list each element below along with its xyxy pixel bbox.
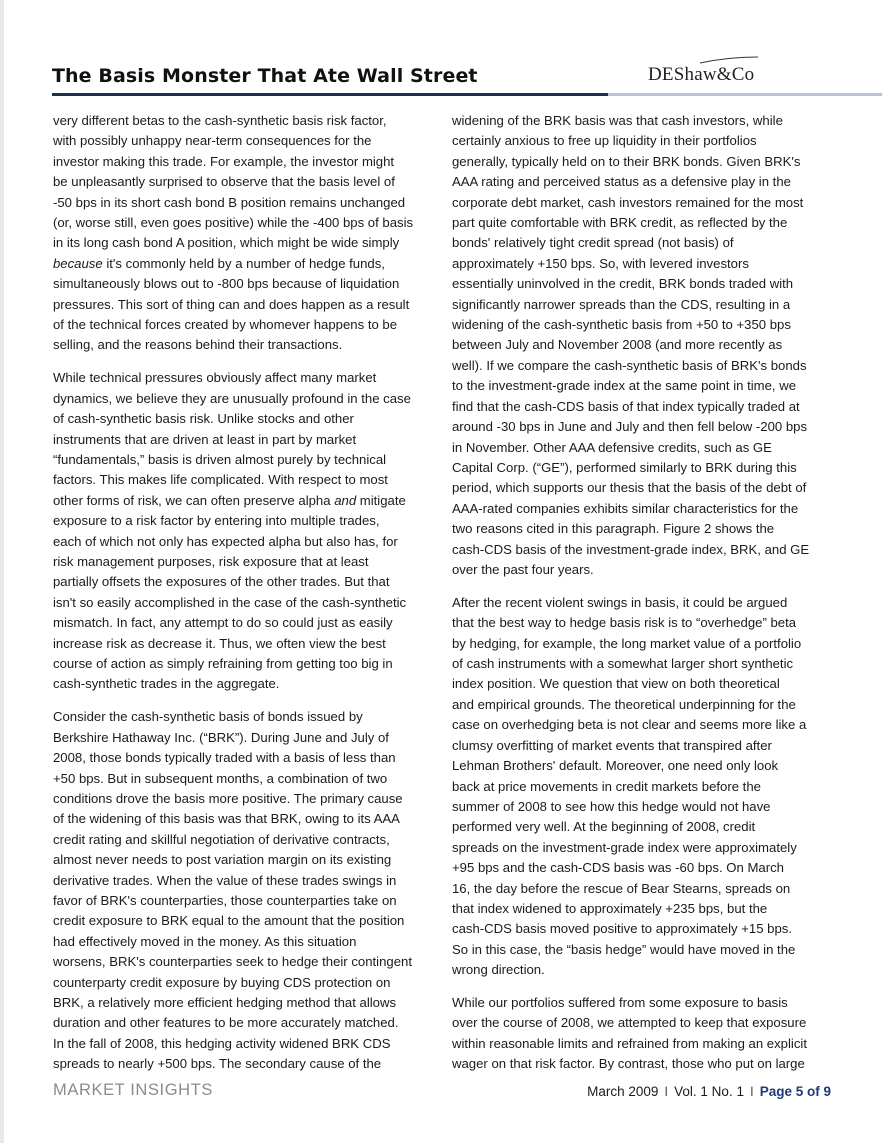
- text-line: each of which not only has expected alpha but also has, for: [53, 533, 398, 549]
- text-line: credit rating and skillful negotiation of derivative contracts,: [53, 831, 390, 847]
- text-line: conditions drove the basis more positive. The primary cause: [53, 791, 403, 806]
- text-line: After the recent violent swings in basis, it could be argued: [452, 594, 788, 610]
- text-line: +50 bps. But in subsequent months, a combination of two: [53, 770, 388, 786]
- text-line: Consider the cash-synthetic basis of bonds issued by: [53, 709, 363, 725]
- text-line: widening of the BRK basis was that cash investors, while: [452, 113, 783, 128]
- text-line: counterparty credit exposure by buying CDS protection on: [53, 974, 391, 990]
- page-edge: [0, 0, 4, 1143]
- text-line: AAA rating and perceived status as a defensive play in the: [452, 174, 791, 190]
- text-line: approximately +150 bps. So, with levered investors: [452, 255, 749, 271]
- right-column: [452, 111, 834, 1087]
- paragraph: [53, 368, 435, 695]
- text-line: bonds' relatively tight credit spread (not basis) of: [452, 235, 734, 251]
- text-line: of the technical forces created by whomever happens to be: [53, 317, 398, 333]
- text-line: factors. This makes life complicated. With respect to most: [53, 472, 388, 488]
- company-logo: DEShaw&Co: [648, 64, 755, 85]
- text-line: exposure to a risk factor by entering into multiple trades,: [53, 513, 380, 529]
- text-line: spreads on the investment-grade index were approximately: [452, 839, 797, 855]
- text-line: pressures. This sort of thing can and does happen as a result: [53, 296, 410, 312]
- emphasis: because: [53, 255, 103, 271]
- text-line: Berkshire Hathaway Inc. (“BRK”). During June and July of: [53, 729, 389, 745]
- paragraph: [53, 111, 435, 356]
- text-line: certainly anxious to free up liquidity in their portfolios: [452, 133, 757, 149]
- text-line: duration and other features to be more accurately matched.: [53, 1015, 399, 1031]
- text-line: “fundamentals,” basis is driven almost purely by technical: [53, 452, 387, 467]
- text-line: that the best way to hedge basis risk is to “overhedge” beta: [452, 615, 797, 631]
- text-line: with possibly unhappy near-term consequences for the: [53, 133, 372, 149]
- text-line: In the fall of 2008, this hedging activity widened BRK CDS: [53, 1035, 391, 1051]
- text-line: that index widened to approximately +235 bps, but the: [452, 900, 768, 916]
- text-line: credit exposure to BRK equal to the amount that the position: [53, 913, 405, 929]
- text-line: risk management purposes, risk exposure that at least: [53, 554, 369, 570]
- text-line: part quite comfortable with BRK credit, as reflected by the: [452, 215, 788, 231]
- text-line: wrong direction.: [452, 962, 545, 978]
- paragraph: [452, 593, 834, 981]
- text-line: to the investment-grade index at the same point in time, we: [452, 378, 797, 394]
- text-line: course of action as simply refraining from getting too big in: [53, 656, 393, 672]
- text-line: widening of the cash-synthetic basis from +50 to +350 bps: [452, 317, 791, 333]
- text-line: favor of BRK's counterparties, those counterparties take on: [53, 893, 397, 909]
- text-line: of cash instruments with a somewhat larger short synthetic: [452, 656, 794, 672]
- text-line: and empirical grounds. The theoretical underpinning for the: [452, 696, 796, 712]
- page-title: The Basis Monster That Ate Wall Street: [52, 65, 478, 87]
- text-line: back at price movements in credit markets before the: [452, 778, 761, 794]
- text-line: significantly narrower spreads than the CDS, resulting in a: [452, 296, 791, 312]
- text-line: cash-synthetic trades in the aggregate.: [53, 676, 280, 692]
- text-line: had effectively moved in the money. As this situation: [53, 933, 357, 949]
- text-line: +95 bps and the cash-CDS basis was -60 bps. On March: [452, 860, 784, 876]
- text-line: performed very well. At the beginning of 2008, credit: [452, 819, 756, 835]
- text-line: summer of 2008 to see how this hedge would not have: [452, 798, 771, 814]
- text-line: simultaneously blows out to -800 bps because of liquidation: [53, 276, 400, 292]
- text-line: case on overhedging beta is not clear and seems more like a: [452, 717, 807, 733]
- header-rule-dark: [52, 93, 608, 96]
- text-line: BRK, a relatively more efficient hedging method that allows: [53, 995, 397, 1011]
- text-line: partially offsets the exposures of the other trades. But that: [53, 574, 390, 590]
- issue-date: March 2009: [587, 1084, 659, 1099]
- text-line: cash-CDS basis moved positive to approximately +15 bps.: [452, 921, 792, 937]
- text-line: While our portfolios suffered from some exposure to basis: [452, 995, 788, 1011]
- text-line: very different betas to the cash-synthetic basis risk factor,: [53, 113, 387, 128]
- text-line: mismatch. In fact, any attempt to do so could just as easily: [53, 615, 393, 631]
- header-rule-light: [608, 93, 882, 96]
- text-line: by hedging, for example, the long market value of a portfolio: [452, 635, 802, 651]
- text-line: within reasonable limits and refrained from making an explicit: [452, 1035, 807, 1051]
- text-line: cash-CDS basis of the investment-grade index, BRK, and GE: [452, 541, 810, 557]
- paragraph: [452, 111, 834, 580]
- publication-name: MARKET INSIGHTS: [53, 1081, 213, 1099]
- text-line: spreads to nearly +500 bps. The secondary cause of the: [53, 1056, 382, 1072]
- text-line: Lehman Brothers' default. Moreover, one need only look: [452, 758, 779, 774]
- text-line: (or, worse still, even goes positive) while the -400 bps of basis: [53, 215, 414, 231]
- text-line: While technical pressures obviously affect many market: [53, 370, 377, 386]
- text-line: Capital Corp. (“GE”), performed similarly to BRK during this: [452, 459, 797, 475]
- text-line: other forms of risk, we can often preserve alpha and mitigate: [53, 492, 406, 508]
- text-line: 16, the day before the rescue of Bear Stearns, spreads on: [452, 880, 791, 896]
- text-line: corporate debt market, cash investors remained for the most: [452, 194, 804, 210]
- text-line: because it's commonly held by a number of hedge funds,: [53, 255, 385, 271]
- text-line: almost never needs to post variation margin on its existing: [53, 852, 392, 868]
- text-line: increase risk as decrease it. Thus, we often view the best: [53, 635, 386, 651]
- footer-meta: [587, 1084, 831, 1099]
- text-line: -50 bps in its short cash bond B position remains unchanged: [53, 194, 406, 210]
- text-line: instruments that are driven at least in part by market: [53, 431, 357, 447]
- paragraph: [452, 993, 834, 1075]
- text-line: around -30 bps in June and July and then fell below -200 bps: [452, 419, 808, 435]
- emphasis: and: [334, 492, 357, 508]
- text-line: isn't so easily accomplished in the case of the cash-synthetic: [53, 594, 407, 610]
- left-column: [53, 111, 435, 1087]
- text-line: essentially uninvolved in the credit, BRK bonds traded with: [452, 276, 794, 292]
- text-line: over the course of 2008, we attempted to keep that exposure: [452, 1015, 807, 1031]
- volume-number: Vol. 1 No. 1: [674, 1084, 744, 1099]
- text-line: wager on that risk factor. By contrast, those who put on large: [452, 1056, 805, 1072]
- text-line: clumsy overfitting of market events that transpired after: [452, 737, 772, 753]
- footer-separator: I: [749, 1084, 754, 1099]
- page-number: Page 5 of 9: [759, 1084, 831, 1099]
- text-line: worsens, BRK's counterparties seek to hedge their contingent: [53, 954, 412, 970]
- text-line: in its long cash bond A position, which might be wide simply: [53, 235, 400, 251]
- text-line: in November. Other AAA defensive credits, such as GE: [452, 439, 772, 455]
- text-line: AAA-rated companies exhibits similar characteristics for the: [452, 500, 799, 516]
- text-line: between July and November 2008 (and more recently as: [452, 337, 783, 353]
- text-line: So in this case, the “basis hedge” would have moved in the: [452, 941, 796, 957]
- text-line: be unpleasantly surprised to observe that the basis level of: [53, 174, 395, 190]
- text-line: find that the cash-CDS basis of that index typically traded at: [452, 398, 800, 414]
- text-line: over the past four years.: [452, 561, 594, 577]
- text-line: dynamics, we believe they are unusually profound in the case: [53, 390, 411, 406]
- text-line: period, which supports our thesis that the basis of the debt of: [452, 480, 807, 496]
- text-line: index position. We question that view on both theoretical: [452, 676, 780, 692]
- text-line: two reasons cited in this paragraph. Figure 2 shows the: [452, 521, 775, 537]
- text-line: investor making this trade. For example, the investor might: [53, 153, 395, 169]
- logo-swoosh-icon: [698, 56, 760, 64]
- text-line: 2008, those bonds typically traded with a basis of less than: [53, 750, 396, 766]
- text-line: derivative trades. When the value of these trades swings in: [53, 872, 397, 888]
- paragraph: [53, 707, 435, 1074]
- footer-separator: I: [664, 1084, 669, 1099]
- text-line: of cash-synthetic basis risk. Unlike stocks and other: [53, 411, 354, 427]
- text-line: well). If we compare the cash-synthetic basis of BRK's bonds: [452, 357, 807, 373]
- text-line: selling, and the reasons behind their transactions.: [53, 337, 343, 353]
- text-line: generally, typically held on to their BRK bonds. Given BRK's: [452, 153, 801, 169]
- text-line: of the widening of this basis was that BRK, owing to its AAA: [53, 811, 400, 827]
